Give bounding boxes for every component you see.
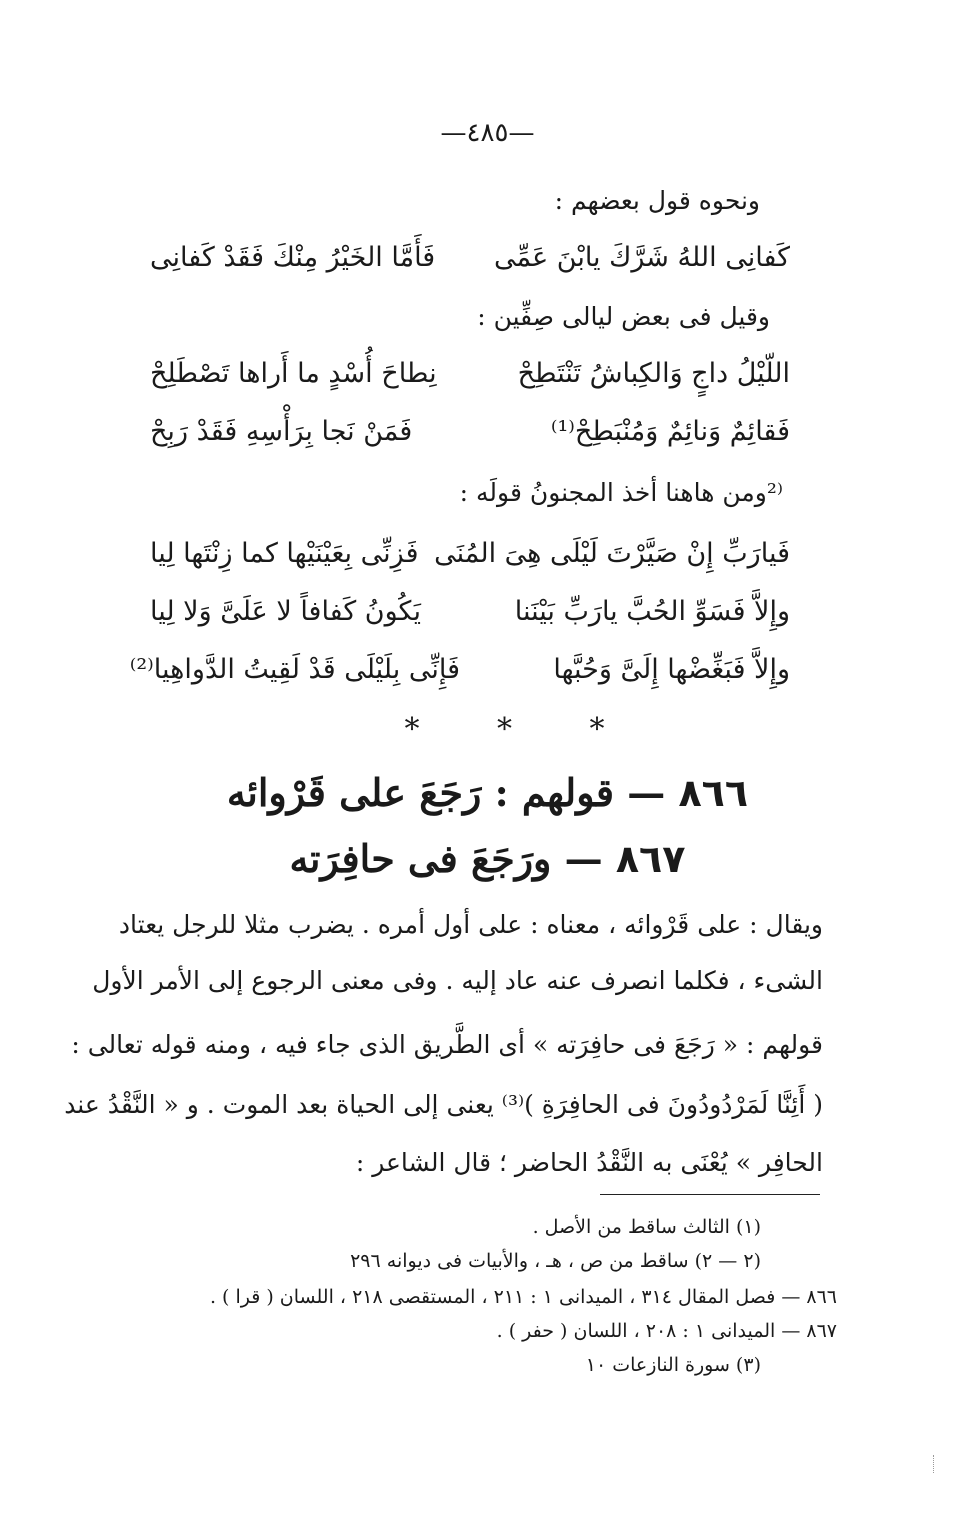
entry-number: ٨٦٦ bbox=[678, 771, 749, 815]
paragraph-line: ( أَئِنَّا لَمَرْدُودُونَ فى الحافِرَةِ )⁽³⁾ يعنى إلى الحياة بعد الموت . و « النَّقْدُ عند bbox=[64, 1090, 823, 1119]
verse-3-line-2-second: يَكُونُ كَفافاً لا عَلَىَّ وَلا لِيا bbox=[150, 596, 421, 627]
verse-2-line-2-first: فَقائِمٌ وَنائِمٌ وَمُنْبَطِحْ⁽¹⁾ bbox=[550, 416, 790, 447]
verse-3-line-3-first: وإِلاَّ فَبَغِّضْها إِلَىَّ وَحُبَّها bbox=[553, 654, 790, 685]
intro-line-3: ⁽²ومن هاهنا أخذ المجنونُ قولَه : bbox=[459, 478, 783, 507]
footnote-separator bbox=[600, 1194, 820, 1195]
paragraph-line: قولهم : « رَجَعَ فى حافِرَته » أى الطَّريق الذى جاء فيه ، ومنه قوله تعالى : bbox=[71, 1030, 823, 1059]
paragraph-line: الشىء ، فكلما انصرف عنه عاد إليه . وفى معنى الرجوع إلى الأمر الأول bbox=[92, 966, 823, 995]
verse-1 bbox=[150, 242, 790, 292]
verse-2-line-1 bbox=[150, 358, 790, 408]
intro-line-1: ونحوه قول بعضهم : bbox=[554, 186, 760, 215]
entry-number: ٨٦٧ bbox=[615, 837, 686, 881]
verse-3-line-3-second: فَإِنِّى بِلَيْلَى قَدْ لَقِيتُ الدَّواهِيا⁽²⁾ bbox=[129, 654, 460, 685]
entry-title: — قولهم : رَجَعَ على قَرْوائه bbox=[226, 770, 666, 815]
paragraph-line: ويقال : على قَرْوائه ، معناه : على أول أمره . يضرب مثلا للرجل يعتاد bbox=[118, 910, 823, 939]
paragraph-line: الحافِر » يُعْنَى به النَّقْدُ الحاضر ؛ قال الشاعر : bbox=[355, 1148, 823, 1177]
page-number: —٤٨٥— bbox=[440, 118, 535, 148]
footnote-2: (٢ — ٢) ساقط من ص ، هـ ، والأبيات فى ديوانه ٢٩٦ bbox=[350, 1250, 761, 1272]
verse-3-line-1 bbox=[150, 538, 790, 588]
verse-2-line-1-first: اللّيْلُ داجٍ وَالكِباشُ تَنْتَطِحْ bbox=[517, 358, 790, 389]
section-separator: * * * bbox=[404, 712, 639, 747]
verse-2-line-2 bbox=[150, 416, 790, 466]
footnote-3: (٣) سورة النازعات ١٠ bbox=[585, 1354, 761, 1376]
verse-3-line-1-first: فَيارَبِّ إِنْ صَيَّرْتَ لَيْلَى هِىَ المُنَى bbox=[434, 538, 790, 569]
verse-3-line-2-first: وإِلاَّ فَسَوِّ الحُبَّ يارَبِّ بَيْنَنا bbox=[514, 596, 790, 627]
verse-1-first-hemistich: كَفانِى اللهُ شَرَّكَ يابْنَ عَمِّى bbox=[493, 242, 790, 273]
verse-1-second-hemistich: فَأَمَّا الخَيْرُ مِنْكَ فَقَدْ كَفانِى bbox=[150, 242, 436, 273]
verse-2-line-1-second: نِطاحَ أُسْدٍ ما أَراها تَصْطَلِحْ bbox=[150, 358, 437, 389]
verse-3-line-1-second: فَزِنِّى بِعَيْنَيْها كما زِنْتَها لِيا bbox=[150, 538, 419, 569]
verse-3-line-3 bbox=[129, 654, 790, 704]
footnote-867: ٨٦٧ — الميدانى ١ : ٢٠٨ ، اللسان ( حفر ) . bbox=[496, 1320, 837, 1342]
intro-line-2: وقيل فى بعض ليالى صِفِّين : bbox=[477, 302, 770, 331]
footnote-866: ٨٦٦ — فصل المقال ٣١٤ ، الميدانى ١ : ٢١١ ، المستقصى ٢١٨ ، اللسان ( قرا ) . bbox=[209, 1286, 837, 1308]
scan-mark bbox=[933, 1455, 937, 1473]
entry-heading-866 bbox=[0, 770, 975, 815]
entry-title: — ورَجَعَ فى حافِرَته bbox=[289, 836, 603, 881]
verse-2-line-2-second: فَمَنْ نَجا بِرَأْسِهِ فَقَدْ رَبِحْ bbox=[150, 416, 413, 447]
entry-heading-867 bbox=[0, 836, 975, 881]
footnote-1: (١) الثالث ساقط من الأصل . bbox=[532, 1216, 761, 1238]
verse-3-line-2 bbox=[150, 596, 790, 646]
